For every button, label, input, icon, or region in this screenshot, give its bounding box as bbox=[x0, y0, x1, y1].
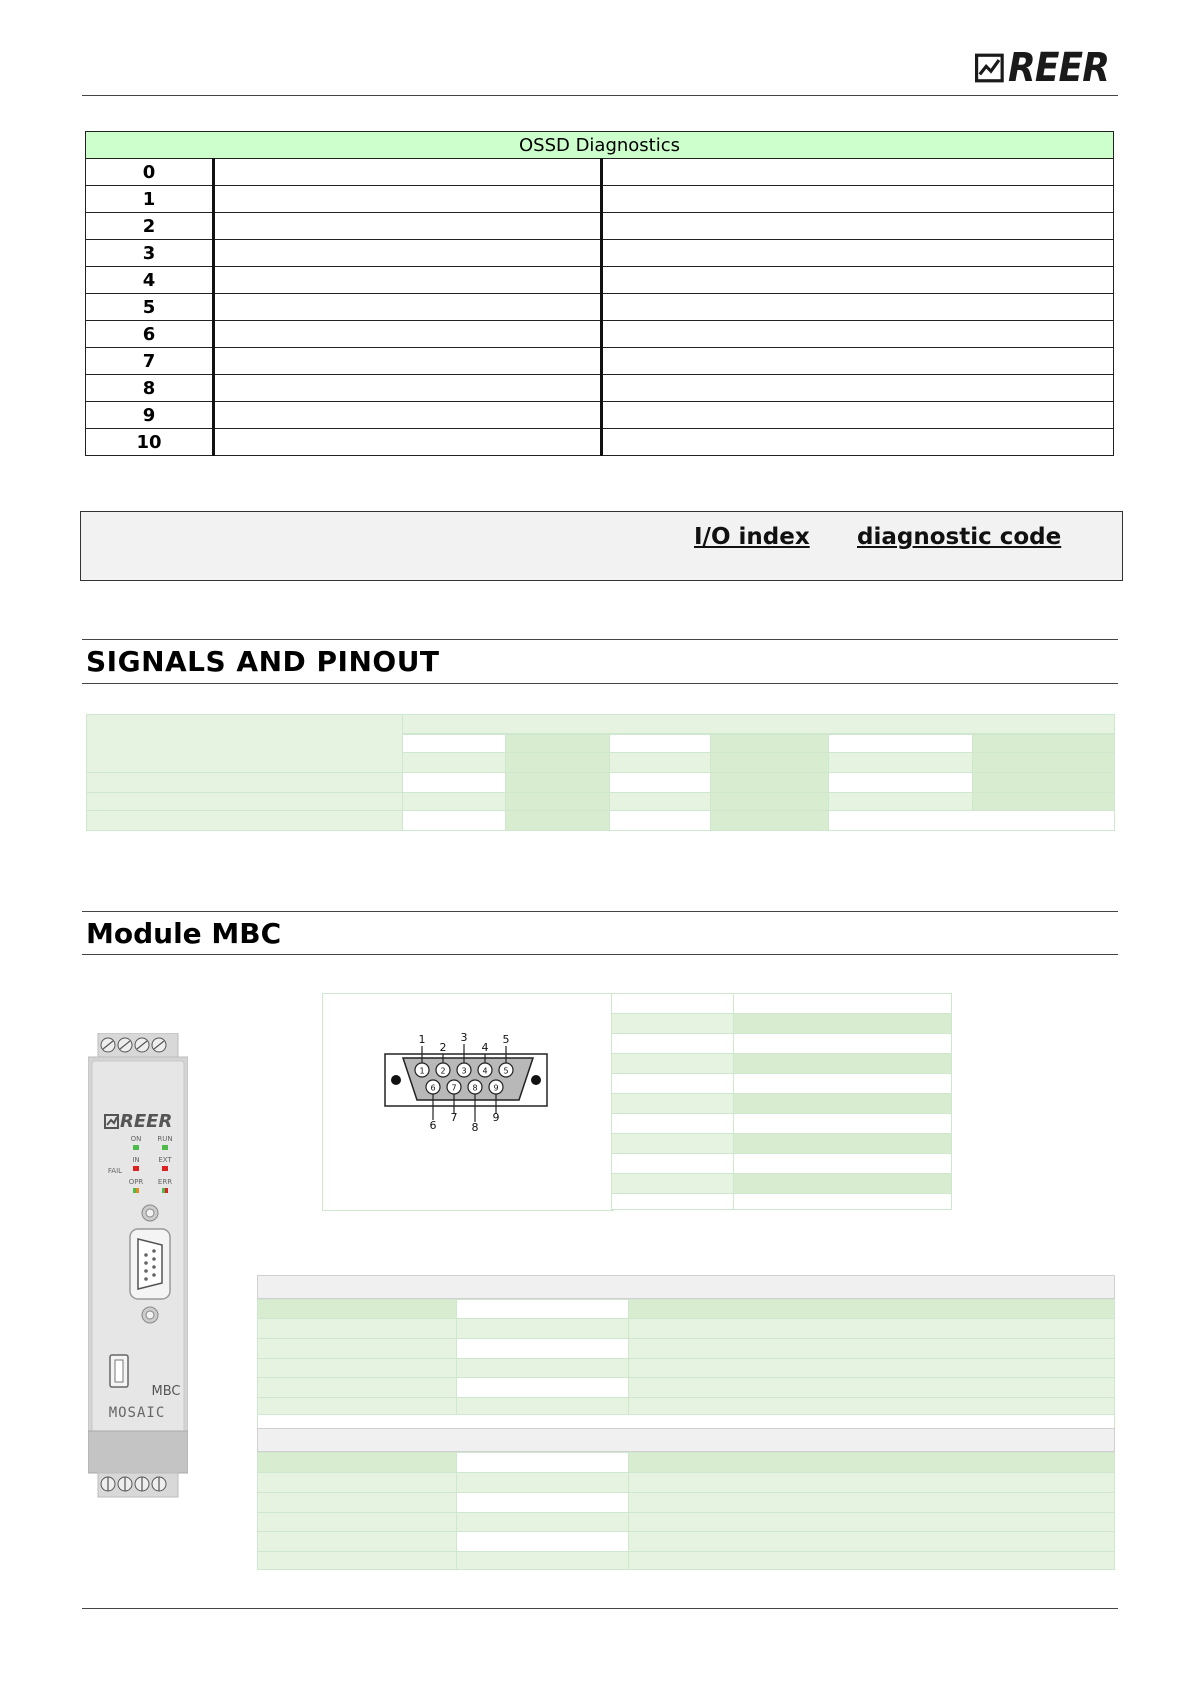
device-brand: REER bbox=[120, 1111, 173, 1132]
table-row bbox=[86, 375, 1114, 402]
section-divider-bottom bbox=[82, 683, 1118, 684]
pin-8-inner: 8 bbox=[472, 1083, 478, 1093]
pin-7-label: 7 bbox=[450, 1111, 458, 1124]
connector-image-box bbox=[322, 993, 614, 1211]
table-row bbox=[86, 159, 1114, 186]
footer-divider bbox=[82, 1608, 1118, 1609]
section-title-signals: SIGNALS AND PINOUT bbox=[86, 645, 440, 678]
db9-connector-icon bbox=[323, 994, 613, 1210]
diagnostic-note-box bbox=[80, 511, 1123, 581]
pin-8-label: 8 bbox=[471, 1121, 479, 1134]
reer-logo bbox=[975, 44, 1120, 92]
row-index: 0 bbox=[86, 159, 214, 186]
pin-9-label: 9 bbox=[492, 1111, 500, 1124]
pin-3-label: 3 bbox=[460, 1031, 468, 1044]
device-model: MBC bbox=[151, 1384, 181, 1399]
pin-2-inner: 2 bbox=[440, 1066, 446, 1076]
row-index: 7 bbox=[86, 348, 214, 375]
row-index: 3 bbox=[86, 240, 214, 267]
table-row bbox=[86, 294, 1114, 321]
row-index: 2 bbox=[86, 213, 214, 240]
table-row bbox=[86, 429, 1114, 456]
section-divider-top bbox=[82, 639, 1118, 640]
io-index-label: I/O index bbox=[694, 524, 810, 550]
pin-6-inner: 6 bbox=[430, 1083, 436, 1093]
table-row bbox=[86, 402, 1114, 429]
header-divider bbox=[82, 95, 1118, 96]
led-label-in: IN bbox=[132, 1156, 140, 1164]
ossd-table-title: OSSD Diagnostics bbox=[86, 132, 1114, 159]
pin-3-inner: 3 bbox=[461, 1066, 467, 1076]
row-index: 5 bbox=[86, 294, 214, 321]
table-row bbox=[86, 186, 1114, 213]
table-row bbox=[86, 348, 1114, 375]
device-product-line: MOSAIC bbox=[108, 1405, 166, 1421]
pin-4-inner: 4 bbox=[482, 1066, 488, 1076]
ossd-diagnostics-table bbox=[85, 131, 1114, 456]
section-divider-bottom-2 bbox=[82, 954, 1118, 955]
diagnostic-code-label: diagnostic code bbox=[857, 524, 1062, 550]
logo-text: REER bbox=[1007, 45, 1109, 91]
pin-6-label: 6 bbox=[429, 1119, 437, 1132]
led-label-fail: FAIL bbox=[107, 1167, 123, 1175]
pin-4-label: 4 bbox=[481, 1041, 489, 1054]
mbc-device-icon bbox=[88, 1033, 188, 1513]
row-index: 6 bbox=[86, 321, 214, 348]
table-row bbox=[86, 240, 1114, 267]
led-label-err: ERR bbox=[157, 1178, 173, 1186]
row-index: 1 bbox=[86, 186, 214, 213]
pin-1-inner: 1 bbox=[419, 1066, 425, 1076]
pin-7-inner: 7 bbox=[451, 1083, 457, 1093]
pin-5-inner: 5 bbox=[503, 1066, 509, 1076]
section-divider-top-2 bbox=[82, 911, 1118, 912]
led-label-ext: EXT bbox=[158, 1156, 172, 1164]
mbc-module-illustration bbox=[88, 1033, 188, 1513]
led-label-run: RUN bbox=[157, 1135, 173, 1143]
table-row bbox=[86, 321, 1114, 348]
pin-5-label: 5 bbox=[502, 1033, 510, 1046]
row-index: 4 bbox=[86, 267, 214, 294]
pin-9-inner: 9 bbox=[493, 1083, 499, 1093]
led-label-on: ON bbox=[130, 1135, 142, 1143]
pin-2-label: 2 bbox=[439, 1041, 447, 1054]
reer-logo-icon bbox=[975, 50, 1004, 86]
table-row bbox=[86, 213, 1114, 240]
pin-1-label: 1 bbox=[418, 1033, 426, 1046]
table-row bbox=[86, 267, 1114, 294]
row-index: 9 bbox=[86, 402, 214, 429]
led-label-opr: OPR bbox=[128, 1178, 144, 1186]
row-index: 8 bbox=[86, 375, 214, 402]
row-index: 10 bbox=[86, 429, 214, 456]
section-title-module: Module MBC bbox=[86, 917, 282, 950]
